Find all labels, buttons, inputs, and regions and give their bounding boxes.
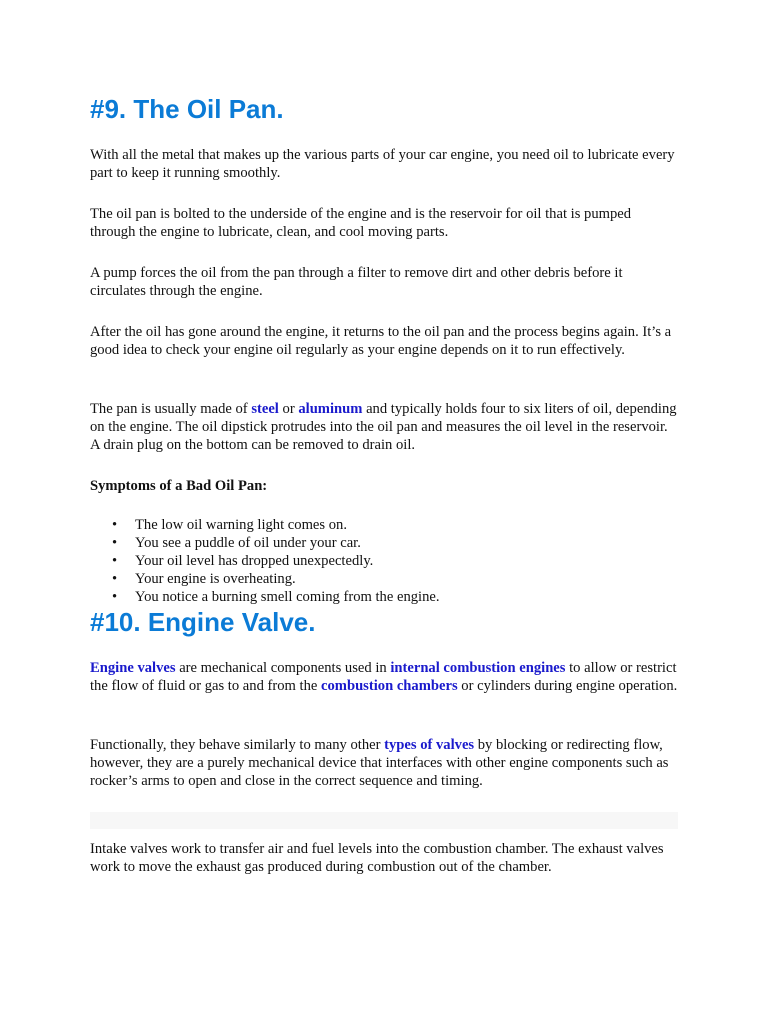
- list-item-text: Your engine is overheating.: [135, 571, 296, 587]
- list-item: [90, 570, 440, 588]
- text-run: by blocking or redirecting flow, however, they are a purely mechanical device that interfaces with other engine components such as rocker’s arms to open and close in the correct sequence and timing.: [90, 737, 669, 789]
- paragraph: With all the metal that makes up the various parts of your car engine, you need oil to lubricate every part to keep it running smoothly.: [90, 147, 675, 181]
- link-engine-valves[interactable]: Engine valves: [90, 660, 176, 676]
- text-run: or cylinders during engine operation.: [457, 678, 678, 694]
- text-run: Functionally, they behave similarly to many other: [90, 737, 385, 753]
- bullet-icon: •: [112, 571, 118, 587]
- paragraph: [90, 659, 678, 695]
- list-item-text: You see a puddle of oil under your car.: [135, 535, 361, 551]
- paragraph: A pump forces the oil from the pan through a filter to remove dirt and other debris before it circulates through the engine.: [90, 265, 623, 299]
- paragraph: Intake valves work to transfer air and fuel levels into the combustion chamber. The exhaust valves work to move the exhaust gas produced during combustion out of the chamber.: [90, 841, 664, 875]
- embedded-content-placeholder: [90, 812, 678, 829]
- text-run: are mechanical components used in: [175, 660, 391, 676]
- text-run: The pan is usually made of: [90, 401, 252, 417]
- section-heading-engine-valve: #10. Engine Valve.: [90, 607, 316, 637]
- list-item-text: Your oil level has dropped unexpectedly.: [135, 553, 374, 569]
- link-combustion-chambers[interactable]: combustion chambers: [321, 678, 458, 694]
- list-item: [90, 534, 440, 552]
- list-item: [90, 588, 440, 606]
- bullet-icon: •: [112, 517, 118, 533]
- bullet-icon: •: [112, 589, 118, 605]
- symptoms-list: [90, 516, 440, 606]
- list-item: [90, 552, 440, 570]
- list-item-text: The low oil warning light comes on.: [135, 517, 347, 533]
- bullet-icon: •: [112, 553, 118, 569]
- list-item-text: You notice a burning smell coming from the engine.: [135, 589, 440, 605]
- link-aluminum[interactable]: aluminum: [298, 401, 363, 417]
- paragraph: After the oil has gone around the engine, it returns to the oil pan and the process begins again. It’s a good idea to check your engine oil regularly as your engine depends on it to run effectively.: [90, 324, 672, 358]
- paragraph: [90, 736, 678, 790]
- text-run: and typically holds four to six liters of oil, depending on the engine. The oil dipstick protrudes into the oil pan and measures the oil level in the reservoir. A drain plug on the bottom can be removed to drain oil.: [90, 401, 677, 453]
- link-steel[interactable]: steel: [251, 401, 279, 417]
- text-run: or: [278, 401, 299, 417]
- paragraph: [90, 400, 678, 454]
- symptoms-heading: Symptoms of a Bad Oil Pan:: [90, 478, 268, 494]
- list-item: [90, 516, 440, 534]
- link-types-of-valves[interactable]: types of valves: [384, 737, 475, 753]
- link-internal-combustion-engines[interactable]: internal combustion engines: [390, 660, 566, 676]
- bullet-icon: •: [112, 535, 118, 551]
- text-run: to allow or restrict the flow of fluid or gas to and from the: [90, 660, 677, 694]
- section-heading-oil-pan: #9. The Oil Pan.: [90, 94, 284, 124]
- paragraph: The oil pan is bolted to the underside of the engine and is the reservoir for oil that is pumped through the engine to lubricate, clean, and cool moving parts.: [90, 206, 632, 240]
